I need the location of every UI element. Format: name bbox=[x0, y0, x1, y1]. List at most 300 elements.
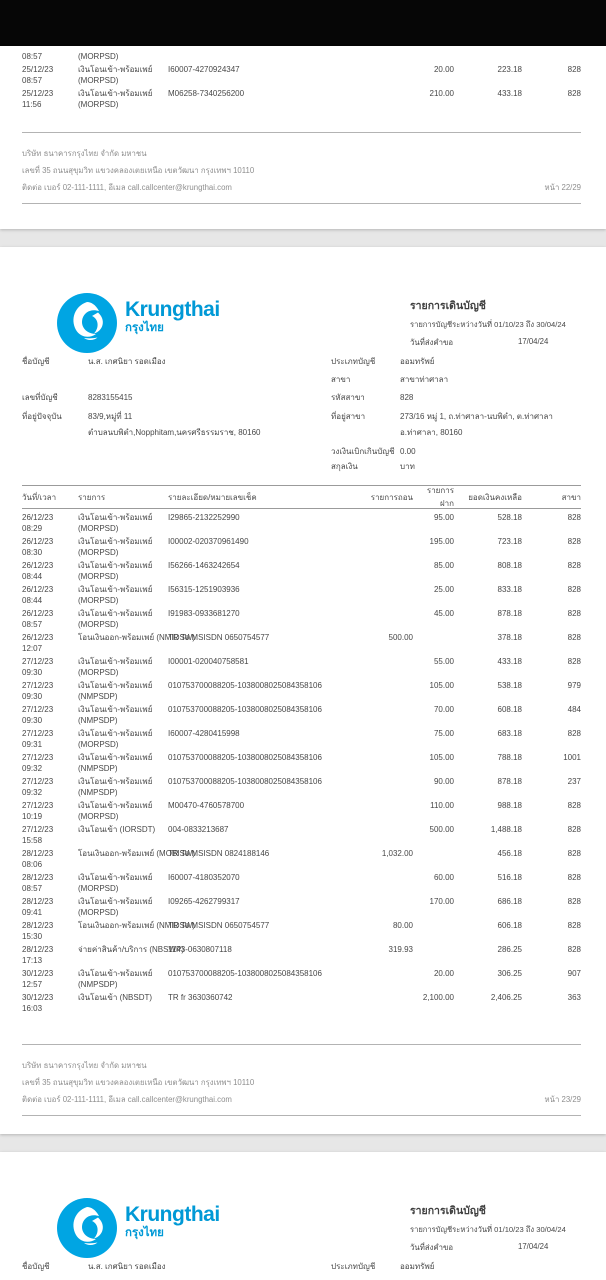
txn-code: (MORPSD) bbox=[78, 572, 119, 581]
txn-description: เงินโอนเข้า-พร้อมเพย์ bbox=[78, 705, 153, 714]
txn-time: 12:07 bbox=[22, 644, 43, 653]
header-date: วันที่/เวลา bbox=[22, 492, 57, 502]
txn-time: 17:13 bbox=[22, 956, 43, 965]
txn-withdrawal-amount bbox=[358, 560, 413, 571]
transaction-row bbox=[22, 64, 581, 86]
branch-code-label: รหัสสาขา bbox=[331, 393, 365, 402]
branch-label: สาขา bbox=[331, 375, 351, 384]
transaction-row bbox=[22, 560, 581, 582]
txn-branch-code: 907 bbox=[567, 969, 581, 978]
txn-balance: 433.18 bbox=[497, 657, 522, 666]
txn-deposit-amount: 2,100.00 bbox=[422, 993, 454, 1002]
branch-address-line1: 273/16 หมู่ 1, ถ.ท่าศาลา-นบพิตำ, ต.ท่าศาลา bbox=[400, 412, 553, 421]
txn-detail: I00002-020370961490 bbox=[168, 537, 249, 546]
footer-address: เลขที่ 35 ถนนสุขุมวิท แขวงคลองเตยเหนือ เขตวัฒนา กรุงเทพฯ 10110 bbox=[22, 166, 255, 175]
txn-time: 08:57 bbox=[22, 52, 43, 61]
txn-detail: I91983-0933681270 bbox=[168, 609, 240, 618]
footer-contact: ติดต่อ เบอร์ 02-111-1111, อีเมล call.callcenter@krungthai.com bbox=[22, 183, 232, 192]
txn-date: 30/12/23 bbox=[22, 993, 54, 1002]
statement-title: รายการเดินบัญชี bbox=[410, 1205, 486, 1217]
txn-detail: TR To MSISDN 0824188146 bbox=[168, 849, 270, 858]
txn-branch-code: 828 bbox=[567, 513, 581, 522]
transaction-row bbox=[22, 896, 581, 918]
footer-company: บริษัท ธนาคารกรุงไทย จำกัด มหาชน bbox=[22, 1061, 147, 1070]
transaction-row bbox=[22, 680, 581, 702]
txn-detail: TR fr 3630360742 bbox=[168, 993, 233, 1002]
txn-branch-code: 828 bbox=[567, 609, 581, 618]
txn-deposit-amount: 55.00 bbox=[433, 657, 454, 666]
txn-withdrawal-amount bbox=[358, 704, 413, 715]
txn-withdrawal-amount bbox=[358, 776, 413, 787]
txn-time: 09:30 bbox=[22, 668, 43, 677]
branch-code-value: 828 bbox=[400, 393, 414, 402]
txn-time: 11:56 bbox=[22, 100, 42, 109]
txn-description: เงินโอนเข้า-พร้อมเพย์ bbox=[78, 681, 153, 690]
statement-title-block bbox=[410, 300, 595, 349]
branch-address-label: ที่อยู่สาขา bbox=[331, 412, 366, 421]
txn-detail: I09265-4262799317 bbox=[168, 897, 240, 906]
txn-description: เงินโอนเข้า-พร้อมเพย์ bbox=[78, 801, 153, 810]
txn-time: 08:30 bbox=[22, 548, 43, 557]
request-date-label: วันที่ส่งคำขอ bbox=[410, 338, 454, 347]
txn-description: เงินโอนเข้า-พร้อมเพย์ bbox=[78, 89, 153, 98]
brand-name-th: กรุงไทย bbox=[125, 322, 164, 334]
txn-deposit-amount: 70.00 bbox=[433, 705, 454, 714]
current-address-label: ที่อยู่ปัจจุบัน bbox=[22, 412, 62, 421]
account-type-value: ออมทรัพย์ bbox=[400, 1262, 435, 1271]
transaction-row bbox=[22, 536, 581, 558]
txn-detail: I56315-1251903936 bbox=[168, 585, 240, 594]
txn-balance: 516.18 bbox=[497, 873, 522, 882]
txn-deposit-amount: 45.00 bbox=[433, 609, 454, 618]
transaction-row bbox=[22, 728, 581, 750]
transaction-row bbox=[22, 656, 581, 678]
footer-address: เลขที่ 35 ถนนสุขุมวิท แขวงคลองเตยเหนือ เขตวัฒนา กรุงเทพฯ 10110 bbox=[22, 1078, 255, 1087]
txn-time: 16:03 bbox=[22, 1004, 43, 1013]
txn-branch-code: 828 bbox=[567, 849, 581, 858]
txn-balance: 286.25 bbox=[497, 945, 522, 954]
account-number-label: เลขที่บัญชี bbox=[22, 393, 58, 402]
txn-detail: 010753700088205-1038008025084358106 bbox=[168, 681, 322, 690]
request-date-value: 17/04/24 bbox=[518, 1242, 549, 1251]
txn-balance: 878.18 bbox=[497, 609, 522, 618]
brand-wordmark bbox=[125, 299, 220, 334]
txn-balance: 833.18 bbox=[497, 585, 522, 594]
txn-detail: I29865-2132252990 bbox=[168, 513, 240, 522]
txn-code bbox=[78, 643, 168, 654]
txn-code: (NMPSDP) bbox=[78, 716, 118, 725]
txn-branch-code: 828 bbox=[567, 801, 581, 810]
currency-label: สกุลเงิน bbox=[331, 462, 358, 471]
txn-balance: 988.18 bbox=[497, 801, 522, 810]
txn-date: 26/12/23 bbox=[22, 561, 54, 570]
txn-deposit-amount: 105.00 bbox=[429, 681, 454, 690]
brand-wordmark bbox=[125, 1204, 220, 1239]
txn-code: (MORPSD) bbox=[78, 52, 119, 61]
txn-code bbox=[78, 835, 168, 846]
txn-deposit-amount: 20.00 bbox=[433, 969, 454, 978]
txn-date: 27/12/23 bbox=[22, 705, 54, 714]
txn-branch-code: 828 bbox=[567, 561, 581, 570]
brand-name-en: Krungthai bbox=[125, 1203, 220, 1226]
header-withdraw: รายการถอน bbox=[370, 492, 413, 502]
brand-name-en: Krungthai bbox=[125, 298, 220, 321]
txn-detail: I56266-1463242654 bbox=[168, 561, 240, 570]
header-branch: สาขา bbox=[561, 492, 581, 502]
account-type-label: ประเภทบัญชี bbox=[331, 1262, 376, 1271]
txn-balance: 528.18 bbox=[497, 513, 522, 522]
transaction-row bbox=[22, 992, 581, 1014]
txn-time: 08:57 bbox=[22, 620, 43, 629]
txn-balance: 1,488.18 bbox=[490, 825, 522, 834]
txn-code: (NMPSDP) bbox=[78, 692, 118, 701]
txn-code: (NMPSDP) bbox=[78, 980, 118, 989]
txn-time: 08:29 bbox=[22, 524, 43, 533]
transaction-row bbox=[22, 88, 581, 110]
statement-period: รายการบัญชีระหว่างวันที่ 01/10/23 ถึง 30/04/24 bbox=[410, 1225, 566, 1234]
txn-balance: 878.18 bbox=[497, 777, 522, 786]
txn-withdrawal-amount bbox=[358, 896, 413, 907]
txn-date: 27/12/23 bbox=[22, 825, 54, 834]
txn-withdrawal-amount bbox=[358, 608, 413, 619]
txn-code: (MORPSD) bbox=[78, 548, 119, 557]
transaction-row bbox=[22, 608, 581, 630]
txn-description: เงินโอนเข้า-พร้อมเพย์ bbox=[78, 585, 153, 594]
transaction-row bbox=[22, 800, 581, 822]
txn-balance: 306.25 bbox=[497, 969, 522, 978]
txn-code: (MORPSD) bbox=[78, 740, 119, 749]
txn-withdrawal-amount bbox=[358, 872, 413, 883]
txn-deposit-amount bbox=[413, 944, 454, 955]
txn-withdrawal-amount bbox=[358, 656, 413, 667]
txn-date: 28/12/23 bbox=[22, 873, 54, 882]
txn-deposit-amount: 95.00 bbox=[433, 513, 454, 522]
txn-withdrawal-amount bbox=[358, 800, 413, 811]
txn-deposit-amount: 75.00 bbox=[433, 729, 454, 738]
overdraft-label: วงเงินเบิกเกินบัญชี bbox=[331, 447, 395, 456]
txn-deposit-amount: 85.00 bbox=[433, 561, 454, 570]
footer-company: บริษัท ธนาคารกรุงไทย จำกัด มหาชน bbox=[22, 149, 147, 158]
txn-branch-code: 828 bbox=[567, 585, 581, 594]
txn-time: 09:32 bbox=[22, 764, 43, 773]
current-address-line2: ตำบลนบพิตำ,Nopphitam,นครศรีธรรมราช, 80160 bbox=[88, 428, 261, 437]
branch-value: สาขาท่าศาลา bbox=[400, 375, 449, 384]
statement-period: รายการบัญชีระหว่างวันที่ 01/10/23 ถึง 30/04/24 bbox=[410, 320, 566, 329]
txn-code bbox=[78, 955, 168, 966]
txn-detail: I60007-4270924347 bbox=[168, 65, 240, 74]
txn-branch-code: 979 bbox=[567, 681, 581, 690]
txn-time: 09:30 bbox=[22, 692, 43, 701]
header-desc: รายการ bbox=[78, 492, 106, 502]
txn-date: 27/12/23 bbox=[22, 681, 54, 690]
txn-branch-code: 237 bbox=[567, 777, 581, 786]
txn-time: 12:57 bbox=[22, 980, 43, 989]
txn-description: เงินโอนเข้า-พร้อมเพย์ bbox=[78, 513, 153, 522]
txn-branch-code: 828 bbox=[567, 65, 581, 74]
statement-title: รายการเดินบัญชี bbox=[410, 300, 486, 312]
page-footer bbox=[22, 132, 581, 204]
txn-date: 25/12/23 bbox=[22, 89, 54, 98]
txn-branch-code: 828 bbox=[567, 873, 581, 882]
txn-time: 08:44 bbox=[22, 572, 43, 581]
statement-page-22 bbox=[0, 46, 606, 229]
txn-branch-code: 484 bbox=[567, 705, 581, 714]
txn-withdrawal-amount bbox=[358, 968, 413, 979]
txn-code bbox=[78, 931, 168, 942]
txn-withdrawal-amount bbox=[358, 584, 413, 595]
txn-code: (MORPSD) bbox=[78, 524, 119, 533]
txn-balance: 456.18 bbox=[497, 849, 522, 858]
txn-description: เงินโอนเข้า-พร้อมเพย์ bbox=[78, 729, 153, 738]
page-footer bbox=[22, 1044, 581, 1116]
txn-withdrawal-amount bbox=[358, 728, 413, 739]
page-number: หน้า 23/29 bbox=[544, 1095, 581, 1104]
txn-time: 09:30 bbox=[22, 716, 43, 725]
top-black-bar bbox=[0, 0, 606, 46]
txn-branch-code: 828 bbox=[567, 945, 581, 954]
txn-branch-code: 828 bbox=[567, 657, 581, 666]
txn-time: 10:19 bbox=[22, 812, 43, 821]
txn-withdrawal-amount: 1,032.00 bbox=[381, 849, 413, 858]
txn-deposit-amount: 25.00 bbox=[433, 585, 454, 594]
txn-branch-code: 828 bbox=[567, 921, 581, 930]
txn-description: เงินโอนเข้า-พร้อมเพย์ bbox=[78, 777, 153, 786]
txn-withdrawal-amount bbox=[358, 64, 413, 75]
txn-description: โอนเงินออก-พร้อมเพย์ (NMIDSW) bbox=[78, 921, 196, 930]
txn-withdrawal-amount bbox=[358, 680, 413, 691]
txn-withdrawal-amount bbox=[358, 752, 413, 763]
header-detail: รายละเอียด/หมายเลขเช็ค bbox=[168, 492, 257, 502]
txn-date: 27/12/23 bbox=[22, 729, 54, 738]
txn-balance: 788.18 bbox=[497, 753, 522, 762]
txn-description: เงินโอนเข้า-พร้อมเพย์ bbox=[78, 537, 153, 546]
txn-date: 26/12/23 bbox=[22, 585, 54, 594]
current-address-line1: 83/9,หมู่ที่ 11 bbox=[88, 412, 133, 421]
transaction-table bbox=[22, 485, 581, 1014]
txn-detail: TR To MSISDN 0650754577 bbox=[168, 921, 270, 930]
txn-balance: 683.18 bbox=[497, 729, 522, 738]
currency-value: บาท bbox=[400, 462, 415, 471]
branch-address-line2: อ.ท่าศาลา, 80160 bbox=[400, 428, 463, 437]
transaction-row bbox=[22, 920, 581, 942]
krungthai-bank-logo-icon bbox=[57, 1198, 117, 1258]
txn-time: 09:32 bbox=[22, 788, 43, 797]
txn-date: 27/12/23 bbox=[22, 801, 54, 810]
txn-balance: 606.18 bbox=[497, 921, 522, 930]
txn-withdrawal-amount: 319.93 bbox=[388, 945, 413, 954]
txn-code: (MORPSD) bbox=[78, 812, 119, 821]
txn-deposit-amount: 105.00 bbox=[429, 753, 454, 762]
txn-deposit-amount bbox=[413, 848, 454, 859]
transaction-row bbox=[22, 752, 581, 774]
txn-detail: M00470-4760578700 bbox=[168, 801, 245, 810]
txn-balance: 378.18 bbox=[497, 633, 522, 642]
statement-page-23 bbox=[0, 247, 606, 1134]
txn-code: (MORPSD) bbox=[78, 76, 119, 85]
txn-deposit-amount bbox=[413, 920, 454, 931]
account-type-value: ออมทรัพย์ bbox=[400, 357, 435, 366]
txn-deposit-amount: 60.00 bbox=[433, 873, 454, 882]
txn-date: 26/12/23 bbox=[22, 537, 54, 546]
txn-branch-code: 363 bbox=[567, 993, 581, 1002]
txn-withdrawal-amount: 80.00 bbox=[392, 921, 413, 930]
account-name-label: ชื่อบัญชี bbox=[22, 357, 50, 366]
krungthai-bank-logo-icon bbox=[57, 293, 117, 353]
txn-time: 15:30 bbox=[22, 932, 43, 941]
txn-description: เงินโอนเข้า-พร้อมเพย์ bbox=[78, 969, 153, 978]
request-date-value: 17/04/24 bbox=[518, 337, 549, 346]
txn-detail: M06258-7340256200 bbox=[168, 89, 245, 98]
transaction-row bbox=[22, 584, 581, 606]
statement-header bbox=[0, 247, 606, 485]
txn-date: 26/12/23 bbox=[22, 609, 54, 618]
footer-contact: ติดต่อ เบอร์ 02-111-1111, อีเมล call.callcenter@krungthai.com bbox=[22, 1095, 232, 1104]
txn-detail: I60007-4180352070 bbox=[168, 873, 240, 882]
transaction-row-carryover bbox=[22, 51, 581, 62]
txn-description: เงินโอนเข้า (NBSDT) bbox=[78, 993, 153, 1002]
transaction-row bbox=[22, 704, 581, 726]
brand-name-th: กรุงไทย bbox=[125, 1227, 164, 1239]
transaction-row bbox=[22, 872, 581, 894]
transaction-row bbox=[22, 632, 581, 654]
transaction-row bbox=[22, 776, 581, 798]
statement-header bbox=[0, 1152, 606, 1280]
txn-description: เงินโอนเข้า-พร้อมเพย์ bbox=[78, 561, 153, 570]
txn-branch-code: 828 bbox=[567, 729, 581, 738]
txn-deposit-amount: 170.00 bbox=[429, 897, 454, 906]
txn-date: 28/12/23 bbox=[22, 921, 54, 930]
account-name-label: ชื่อบัญชี bbox=[22, 1262, 50, 1271]
txn-code: (MORPSD) bbox=[78, 596, 119, 605]
account-name-value: น.ส. เกศนิยา รอดเมือง bbox=[88, 1262, 166, 1271]
statement-page-24 bbox=[0, 1152, 606, 1280]
transaction-table-continued bbox=[22, 46, 581, 110]
txn-balance: 808.18 bbox=[497, 561, 522, 570]
txn-description: เงินโอนเข้า-พร้อมเพย์ bbox=[78, 657, 153, 666]
txn-code: (MORPSD) bbox=[78, 100, 119, 109]
txn-description: เงินโอนเข้า-พร้อมเพย์ bbox=[78, 753, 153, 762]
request-date-label: วันที่ส่งคำขอ bbox=[410, 1243, 454, 1252]
txn-detail: I60007-4280415998 bbox=[168, 729, 240, 738]
statement-title-block bbox=[410, 1205, 595, 1254]
txn-date: 28/12/23 bbox=[22, 897, 54, 906]
txn-date: 28/12/23 bbox=[22, 849, 54, 858]
txn-detail: 010753700088205-1038008025084358106 bbox=[168, 969, 322, 978]
txn-withdrawal-amount: 500.00 bbox=[388, 633, 413, 642]
transaction-table-header bbox=[22, 485, 581, 509]
txn-withdrawal-amount bbox=[358, 512, 413, 523]
txn-detail: 1143-0630807118 bbox=[168, 945, 232, 954]
txn-description: เงินโอนเข้า-พร้อมเพย์ bbox=[78, 897, 153, 906]
txn-date: 30/12/23 bbox=[22, 969, 54, 978]
txn-deposit-amount: 90.00 bbox=[433, 777, 454, 786]
transaction-row bbox=[22, 848, 581, 870]
txn-code bbox=[78, 1003, 168, 1014]
account-number-value: 8283155415 bbox=[88, 393, 133, 402]
txn-withdrawal-amount bbox=[358, 992, 413, 1003]
header-deposit: รายการฝาก bbox=[426, 486, 454, 508]
txn-deposit-amount: 210.00 bbox=[429, 89, 454, 98]
txn-branch-code: 1001 bbox=[563, 753, 581, 762]
page-number: หน้า 22/29 bbox=[544, 183, 581, 192]
txn-balance: 433.18 bbox=[497, 89, 522, 98]
txn-withdrawal-amount bbox=[358, 88, 413, 99]
txn-balance: 608.18 bbox=[497, 705, 522, 714]
txn-date: 26/12/23 bbox=[22, 633, 54, 642]
txn-detail: 010753700088205-1038008025084358106 bbox=[168, 753, 322, 762]
txn-balance: 723.18 bbox=[497, 537, 522, 546]
txn-time: 09:31 bbox=[22, 740, 43, 749]
txn-balance: 223.18 bbox=[497, 65, 522, 74]
txn-time: 08:44 bbox=[22, 596, 43, 605]
txn-deposit-amount: 20.00 bbox=[433, 65, 454, 74]
txn-description: เงินโอนเข้า-พร้อมเพย์ bbox=[78, 873, 153, 882]
overdraft-value: 0.00 bbox=[400, 447, 416, 456]
txn-date: 28/12/23 bbox=[22, 945, 54, 954]
txn-code: (NMPSDP) bbox=[78, 788, 118, 797]
txn-code: (MORPSD) bbox=[78, 884, 119, 893]
txn-detail: 010753700088205-1038008025084358106 bbox=[168, 777, 322, 786]
txn-description: โอนเงินออก-พร้อมเพย์ (MOBISW) bbox=[78, 849, 196, 858]
txn-branch-code: 828 bbox=[567, 537, 581, 546]
txn-date: 26/12/23 bbox=[22, 513, 54, 522]
txn-withdrawal-amount bbox=[358, 536, 413, 547]
txn-deposit-amount: 195.00 bbox=[429, 537, 454, 546]
txn-description: เงินโอนเข้า (IORSDT) bbox=[78, 825, 156, 834]
txn-time: 08:57 bbox=[22, 76, 43, 85]
txn-code: (MORPSD) bbox=[78, 620, 119, 629]
txn-time: 08:57 bbox=[22, 884, 43, 893]
account-name-value: น.ส. เกศนิยา รอดเมือง bbox=[88, 357, 166, 366]
txn-code: (NMPSDP) bbox=[78, 764, 118, 773]
txn-code: (MORPSD) bbox=[78, 668, 119, 677]
txn-code bbox=[78, 859, 168, 870]
txn-code: (MORPSD) bbox=[78, 908, 119, 917]
txn-date: 25/12/23 bbox=[22, 65, 54, 74]
txn-balance: 2,406.25 bbox=[490, 993, 522, 1002]
transaction-row bbox=[22, 968, 581, 990]
txn-branch-code: 828 bbox=[567, 633, 581, 642]
txn-description: โอนเงินออก-พร้อมเพย์ (NMIDSW) bbox=[78, 633, 196, 642]
header-balance: ยอดเงินคงเหลือ bbox=[468, 492, 522, 502]
txn-date: 27/12/23 bbox=[22, 657, 54, 666]
transaction-row bbox=[22, 824, 581, 846]
txn-date: 27/12/23 bbox=[22, 753, 54, 762]
txn-branch-code: 828 bbox=[567, 89, 581, 98]
txn-detail: 004-0833213687 bbox=[168, 825, 229, 834]
txn-branch-code: 828 bbox=[567, 897, 581, 906]
txn-withdrawal-amount bbox=[358, 824, 413, 835]
txn-balance: 538.18 bbox=[497, 681, 522, 690]
txn-balance: 686.18 bbox=[497, 897, 522, 906]
txn-time: 15:58 bbox=[22, 836, 43, 845]
txn-deposit-amount: 110.00 bbox=[430, 801, 454, 810]
txn-date: 27/12/23 bbox=[22, 777, 54, 786]
txn-deposit-amount bbox=[413, 632, 454, 643]
txn-detail: TR To MSISDN 0650754577 bbox=[168, 633, 270, 642]
txn-time: 08:06 bbox=[22, 860, 43, 869]
txn-detail: 010753700088205-1038008025084358106 bbox=[168, 705, 322, 714]
txn-detail: I00001-020040758581 bbox=[168, 657, 249, 666]
txn-deposit-amount: 500.00 bbox=[429, 825, 454, 834]
txn-description: เงินโอนเข้า-พร้อมเพย์ bbox=[78, 65, 153, 74]
txn-description: จ่ายค่าสินค้า/บริการ (NBSWP) bbox=[78, 945, 185, 954]
txn-branch-code: 828 bbox=[567, 825, 581, 834]
account-type-label: ประเภทบัญชี bbox=[331, 357, 376, 366]
transaction-row bbox=[22, 944, 581, 966]
txn-description: เงินโอนเข้า-พร้อมเพย์ bbox=[78, 609, 153, 618]
transaction-row bbox=[22, 512, 581, 534]
